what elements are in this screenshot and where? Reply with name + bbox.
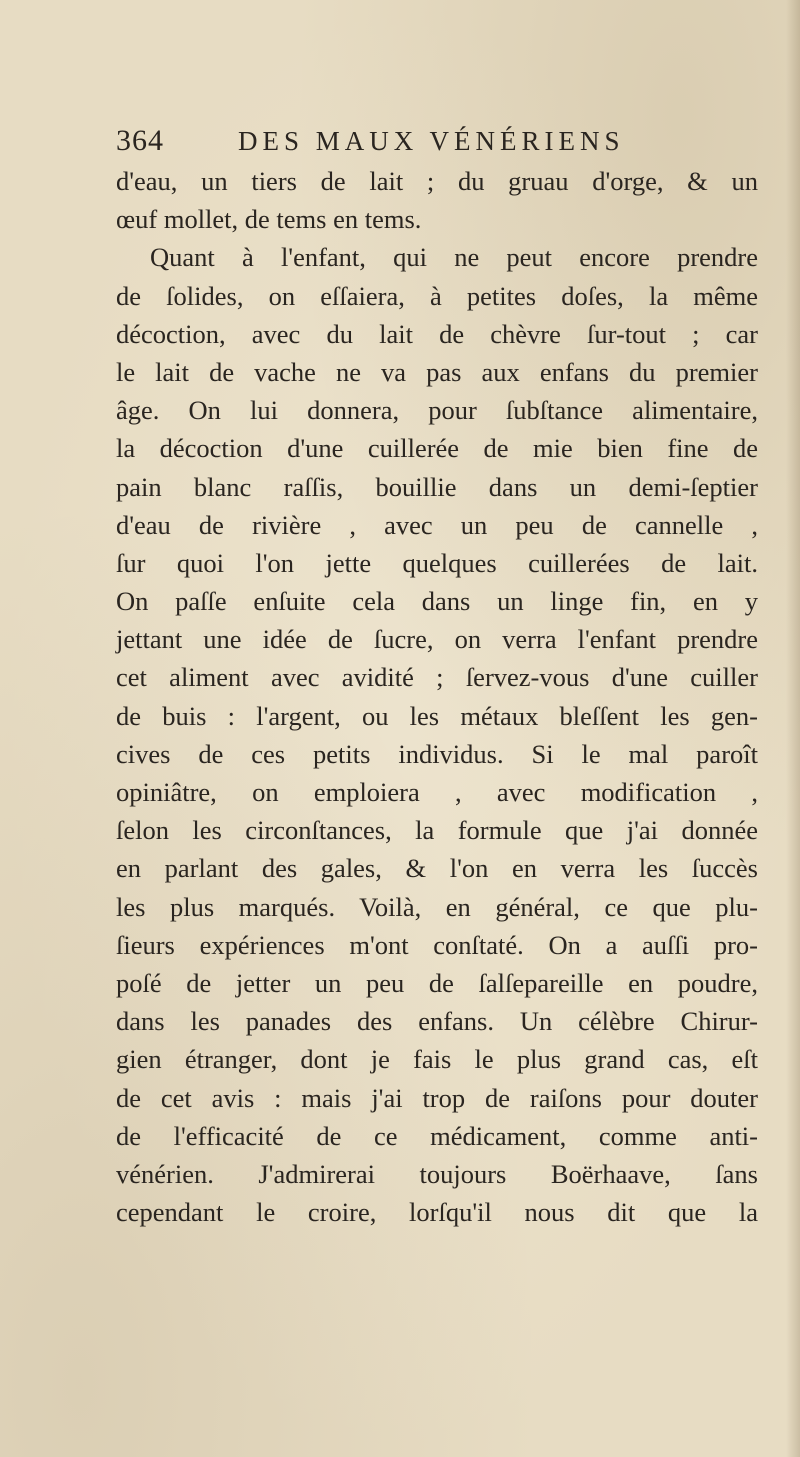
page-header <box>116 124 756 164</box>
text-line: de ſolides, on eſſaiera, à petites doſes, la même <box>116 280 758 311</box>
text-line: Quant à l'enfant, qui ne peut encore prendre <box>150 242 758 273</box>
text-line: la décoction d'une cuillerée de mie bien fine de <box>116 433 758 464</box>
text-line: le lait de vache ne va pas aux enfans du premier <box>116 356 758 387</box>
text-line: gien étranger, dont je fais le plus grand cas, eſt <box>116 1044 758 1075</box>
text-line: opiniâtre, on emploiera , avec modification , <box>116 777 758 807</box>
text-line: dans les panades des enfans. Un célèbre Chirur- <box>116 1006 758 1037</box>
text-line: âge. On lui donnera, pour ſubſtance alimentaire, <box>116 395 758 426</box>
text-line: cependant le croire, lorſqu'il nous dit que la <box>116 1197 758 1228</box>
text-line: cives de ces petits individus. Si le mal paroît <box>116 738 758 769</box>
running-title: DES MAUX VÉNÉRIENS <box>238 126 625 156</box>
text-line: œuf mollet, de tems en tems. <box>116 204 422 235</box>
text-line: en parlant des gales, & l'on en verra les ſuccès <box>116 853 758 884</box>
text-line: pain blanc raſſis, bouillie dans un demi-ſeptier <box>116 471 758 502</box>
text-line: vénérien. J'admirerai toujours Boërhaave, ſans <box>116 1158 758 1189</box>
text-line: de cet avis : mais j'ai trop de raiſons pour douter <box>116 1082 758 1113</box>
text-line: jettant une idée de ſucre, on verra l'enfant prendre <box>116 624 758 655</box>
text-line: de buis : l'argent, ou les métaux bleſſent les gen- <box>116 700 758 731</box>
text-line: poſé de jetter un peu de ſalſepareille en poudre, <box>116 967 758 998</box>
text-line: ſieurs expériences m'ont conſtaté. On a auſſi pro- <box>116 929 758 960</box>
text-line: décoction, avec du lait de chèvre ſur-tout ; car <box>116 318 758 349</box>
text-line: de l'efficacité de ce médicament, comme anti- <box>116 1120 758 1151</box>
text-line: cet aliment avec avidité ; ſervez-vous d'une cuiller <box>116 662 758 693</box>
text-line: ſur quoi l'on jette quelques cuillerées de lait. <box>116 547 758 578</box>
page-edge-shadow <box>786 0 800 1457</box>
text-line: les plus marqués. Voilà, en général, ce que plu- <box>116 891 758 922</box>
text-line: On paſſe enſuite cela dans un linge fin, en y <box>116 586 758 617</box>
text-line: d'eau, un tiers de lait ; du gruau d'orge, & un <box>116 166 758 196</box>
text-line: d'eau de rivière , avec un peu de cannelle , <box>116 509 758 540</box>
text-line: ſelon les circonſtances, la formule que j'ai donnée <box>116 815 758 846</box>
body-text <box>116 162 758 1231</box>
page-number: 364 <box>116 124 164 157</box>
